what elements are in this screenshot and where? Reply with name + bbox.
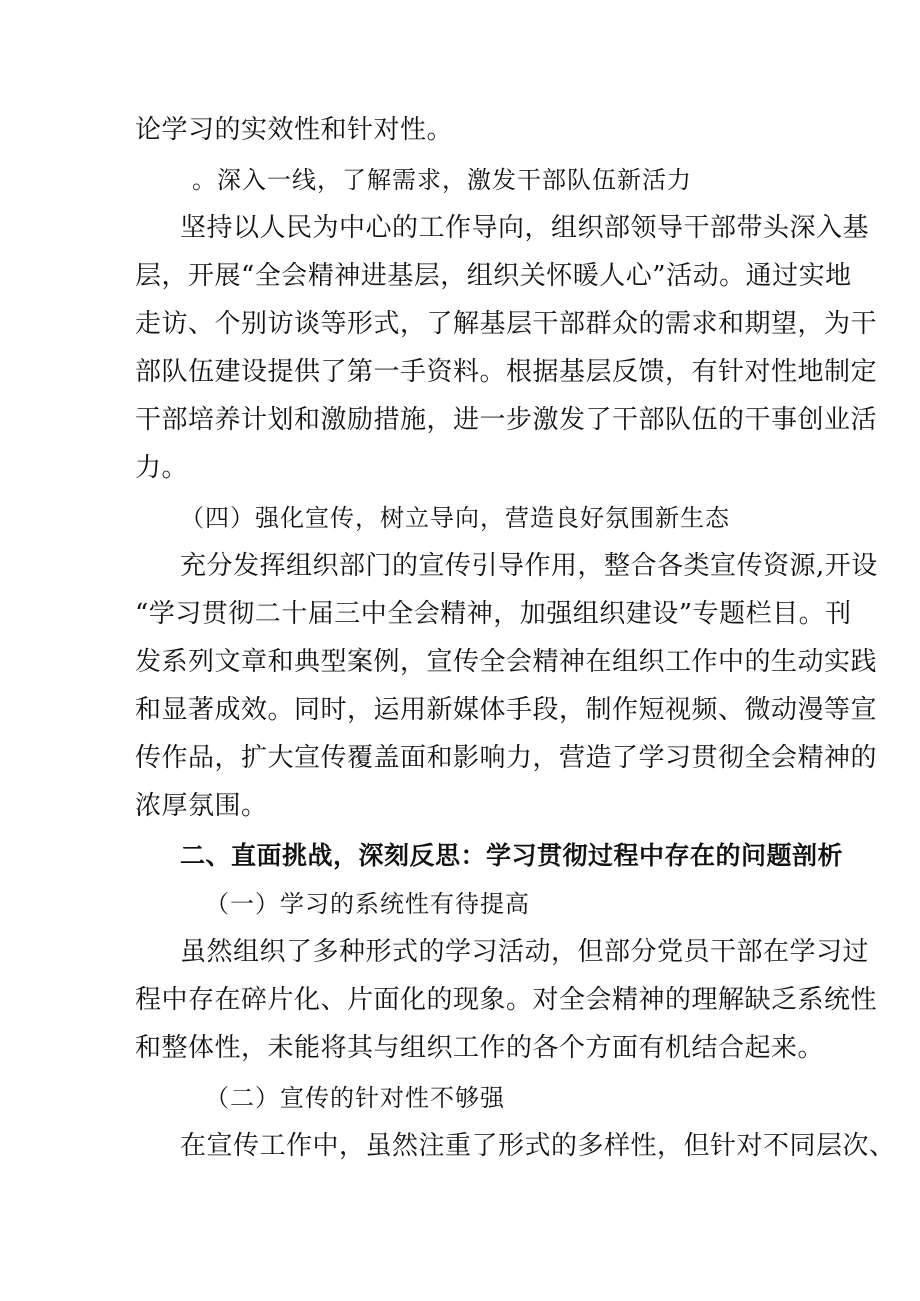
paragraph-line-5: 走访、个别访谈等形式，了解基层干部群众的需求和期望，为干 bbox=[135, 309, 878, 339]
paragraph-line-10: 充分发挥组织部门的宣传引导作用，整合各类宣传资源,开设 bbox=[180, 551, 878, 581]
subheading-two: （二）宣传的针对性不够强 bbox=[205, 1084, 505, 1112]
paragraph-line-19: 程中存在碎片化、片面化的现象。对全会精神的理解缺乏系统性 bbox=[135, 985, 878, 1015]
paragraph-line-8: 力。 bbox=[135, 453, 189, 483]
subheading-four: （四）强化宣传，树立导向，营造良好氛围新生态 bbox=[180, 504, 730, 532]
paragraph-line-11: “学习贯彻二十届三中全会精神，加强组织建设”专题栏目。刊 bbox=[135, 599, 852, 629]
paragraph-line-6: 部队伍建设提供了第一手资料。根据基层反馈，有针对性地制定 bbox=[135, 357, 878, 387]
paragraph-line-1: 论学习的实效性和针对性。 bbox=[135, 115, 454, 145]
paragraph-line-18: 虽然组织了多种形式的学习活动，但部分党员干部在学习过 bbox=[180, 937, 870, 967]
subheading-one: （一）学习的系统性有待提高 bbox=[205, 890, 530, 918]
paragraph-line-13: 和显著成效。同时，运用新媒体手段，制作短视频、微动漫等宣 bbox=[135, 695, 878, 725]
paragraph-line-22: 在宣传工作中，虽然注重了形式的多样性，但针对不同层次、 bbox=[180, 1131, 896, 1161]
paragraph-line-4: 层，开展“全会精神进基层，组织关怀暖人心”活动。通过实地 bbox=[135, 261, 852, 291]
paragraph-line-15: 浓厚氛围。 bbox=[135, 791, 268, 821]
section-heading-two: 二、直面挑战，深刻反思：学习贯彻过程中存在的问题剖析 bbox=[180, 841, 844, 870]
paragraph-line-7: 干部培养计划和激励措施，进一步激发了干部队伍的干事创业活 bbox=[135, 405, 878, 435]
paragraph-line-12: 发系列文章和典型案例，宣传全会精神在组织工作中的生动实践 bbox=[135, 647, 878, 677]
paragraph-line-3: 坚持以人民为中心的工作导向，组织部领导干部带头深入基 bbox=[180, 213, 870, 243]
subheading-deep-frontline: 。深入一线，了解需求，激发干部队伍新活力 bbox=[192, 166, 692, 194]
paragraph-line-20: 和整体性，未能将其与组织工作的各个方面有机结合起来。 bbox=[135, 1033, 825, 1063]
paragraph-line-14: 传作品，扩大宣传覆盖面和影响力，营造了学习贯彻全会精神的 bbox=[135, 743, 878, 773]
